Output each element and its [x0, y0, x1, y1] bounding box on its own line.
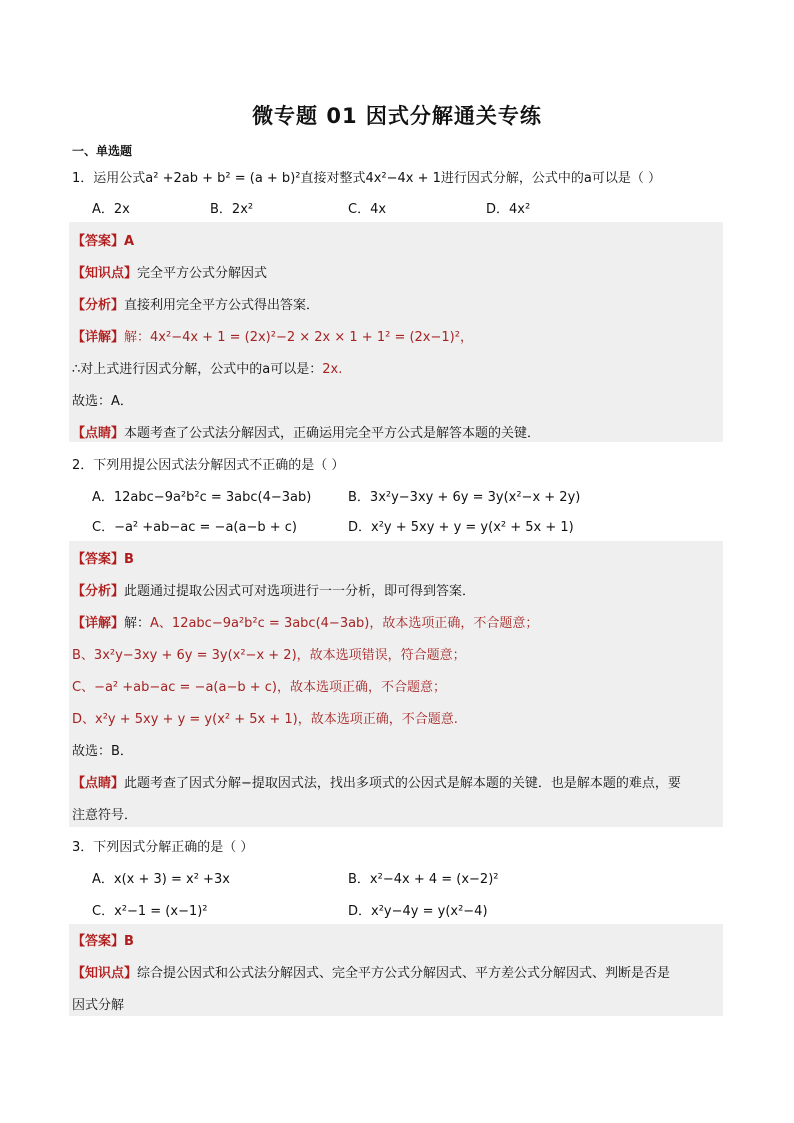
question-1-answer: 【答案】A [72, 234, 135, 249]
question-3-option-c: C．x²−1 = (x−1)² [92, 904, 208, 919]
question-1-knowledge-point: 【知识点】完全平方公式分解因式 [72, 266, 268, 281]
question-2-option-d: D．x²y + 5xy + y = y(x² + 5x + 1) [348, 520, 574, 535]
question-2-comment-2: 注意符号． [72, 808, 138, 823]
question-3-knowledge-point-1: 【知识点】综合提公因式和公式法分解因式、完全平方公式分解因式、平方差公式分解因式、判断是否是 [72, 966, 671, 981]
question-2-comment-1: 【点睛】此题考查了因式分解−提取因式法，找出多项式的公因式是解本题的关键．也是解本题的难点，要 [72, 776, 681, 791]
question-1-analysis: 【分析】直接利用完全平方公式得出答案． [72, 298, 320, 313]
question-1-option-b: B．2x² [210, 202, 254, 217]
question-2-conclusion: 故选：B． [72, 744, 133, 759]
question-1-option-a: A．2x [92, 202, 130, 217]
question-2-analysis: 【分析】此题通过提取公因式可对选项进行一一分析，即可得到答案． [72, 584, 476, 599]
question-2-detail-4: D、x²y + 5xy + y = y(x² + 5x + 1)，故本选项正确，不合题意. [72, 712, 458, 727]
question-1-detail-1: 【详解】解：4x²−4x + 1 = (2x)²−2 × 2x × 1 + 1² = (2x−1)²， [72, 330, 473, 345]
question-2-option-b: B．3x²y−3xy + 6y = 3y(x²−x + 2y) [348, 490, 581, 505]
question-3-option-a: A．x(x + 3) = x² +3x [92, 872, 230, 887]
question-1-stem: 1．运用公式a² +2ab + b² = (a + b)²直接对整式4x²−4x + 1进行因式分解，公式中的a可以是（ ） [72, 171, 662, 186]
question-1-detail-2: ∴对上式进行因式分解，公式中的a可以是：2x. [72, 362, 343, 377]
page-title: 微专题 01 因式分解通关专练 [252, 104, 542, 128]
question-3-option-d: D．x²y−4y = y(x²−4) [348, 904, 488, 919]
question-3-knowledge-point-2: 因式分解 [72, 998, 125, 1013]
section-heading: 一、单选题 [72, 144, 133, 158]
question-3-stem: 3．下列因式分解正确的是（ ） [72, 840, 254, 855]
question-1-option-c: C．4x [348, 202, 387, 217]
question-2-option-c: C．−a² +ab−ac = −a(a−b + c) [92, 520, 297, 535]
question-3-answer: 【答案】B [72, 934, 134, 949]
question-2-detail-2: B、3x²y−3xy + 6y = 3y(x²−x + 2)，故本选项错误，符合题意； [72, 648, 466, 663]
question-2-stem: 2．下列用提公因式法分解因式不正确的是（ ） [72, 458, 345, 473]
question-2-detail-1: 【详解】解：A、12abc−9a²b²c = 3abc(4−3ab)，故本选项正确，不合题意； [72, 616, 539, 631]
question-2-detail-3: C、−a² +ab−ac = −a(a−b + c)，故本选项正确，不合题意； [72, 680, 446, 695]
question-2-option-a: A．12abc−9a²b²c = 3abc(4−3ab) [92, 490, 312, 505]
question-1-conclusion: 故选：A． [72, 394, 133, 409]
question-1-comment: 【点睛】本题考查了公式法分解因式，正确运用完全平方公式是解答本题的关键． [72, 426, 541, 441]
question-2-answer: 【答案】B [72, 552, 134, 567]
question-1-option-d: D．4x² [486, 202, 531, 217]
question-3-option-b: B．x²−4x + 4 = (x−2)² [348, 872, 499, 887]
